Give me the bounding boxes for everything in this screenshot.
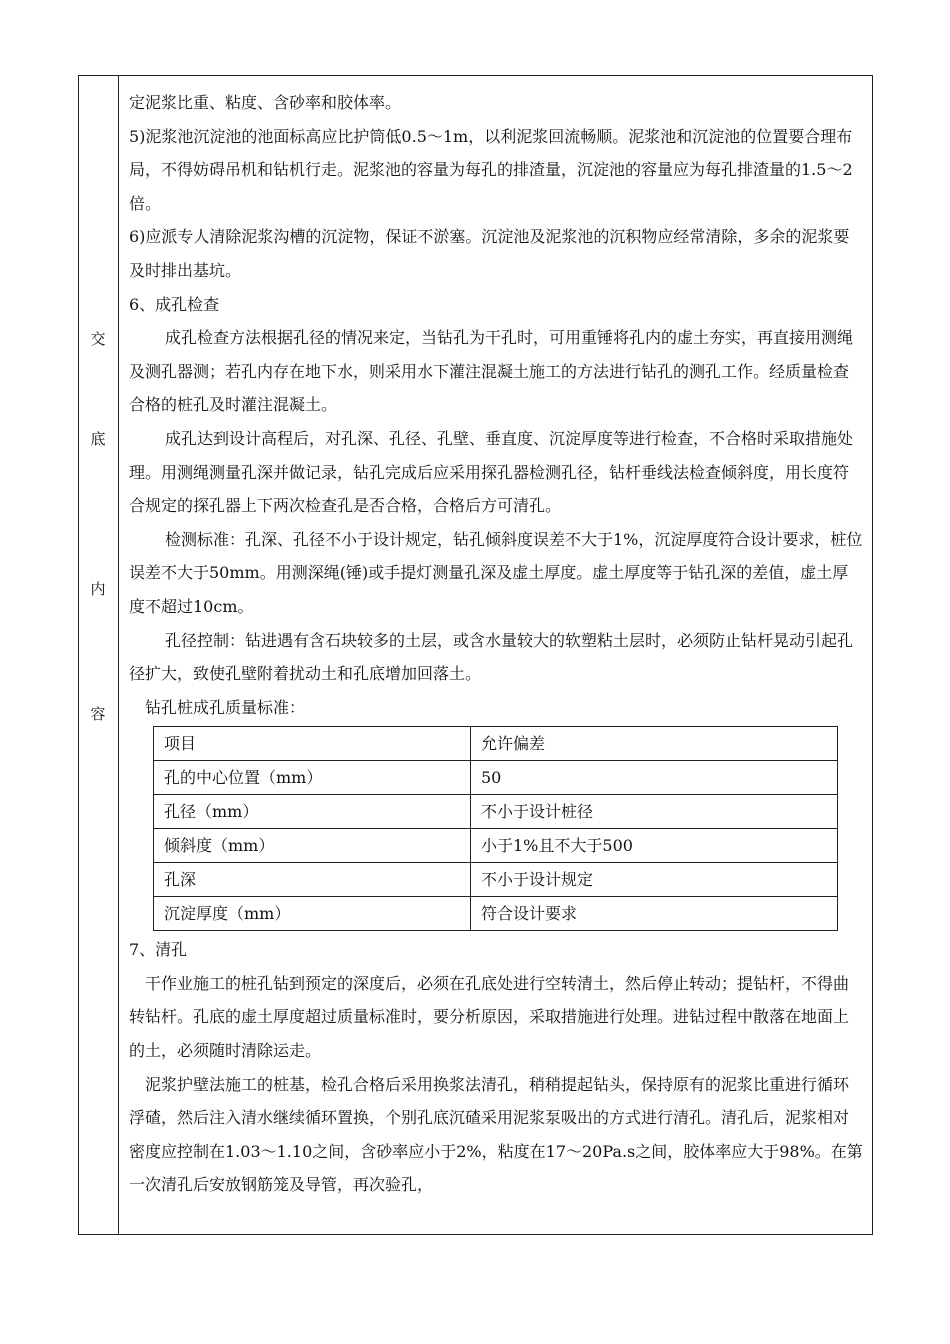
paragraph: 孔径控制：钻进遇有含石块较多的土层，或含水量较大的软塑粘土层时，必须防止钻杆晃动引起孔径扩大，致使孔壁附着扰动土和孔底增加回落土。 xyxy=(129,630,854,684)
table-cell: 孔深 xyxy=(154,863,471,897)
paragraph: 6)应派专人清除泥浆沟槽的沉淀物，保证不淤塞。沉淀池及泥浆池的沉积物应经常清除，多余的泥浆要及时排出基坑。 xyxy=(129,227,850,280)
side-label-char: 内 xyxy=(90,580,106,598)
table-row xyxy=(154,829,838,863)
table-row xyxy=(154,897,838,931)
table-header-cell: 允许偏差 xyxy=(471,727,838,761)
table-cell: 不小于设计桩径 xyxy=(471,795,838,829)
table-cell: 沉淀厚度（mm） xyxy=(154,897,471,931)
side-label-char: 底 xyxy=(90,430,106,448)
table-cell: 孔径（mm） xyxy=(154,795,471,829)
quality-standard-table xyxy=(153,726,838,931)
paragraph: 5)泥浆池沉淀池的池面标高应比护筒低0.5～1m，以利泥浆回流畅顺。泥浆池和沉淀池的位置要合理布局，不得妨碍吊机和钻机行走。泥浆池的容量为每孔的排渣量，沉淀池的容量应为每孔排渣量的1.5～2倍。 xyxy=(129,126,853,213)
content-area xyxy=(129,86,864,1202)
paragraph: 成孔检查方法根据孔径的情况来定，当钻孔为干孔时，可用重锤将孔内的虚土夯实，再直接用测绳及测孔器测；若孔内存在地下水，则采用水下灌注混凝土施工的方法进行钻孔的测孔工作。经质量检查合格的桩孔及时灌注混凝土。 xyxy=(129,328,854,415)
table-cell: 不小于设计规定 xyxy=(471,863,838,897)
document-frame xyxy=(78,75,873,1235)
paragraph: 检测标准：孔深、孔径不小于设计规定，钻孔倾斜度误差不大于1%，沉淀厚度符合设计要求，桩位误差不大于50mm。用测深绳(锤)或手提灯测量孔深及虚土厚度。虚土厚度等于钻孔深的差值，虚土厚度不超过10cm。 xyxy=(129,529,863,616)
paragraph: 干作业施工的桩孔钻到预定的深度后，必须在孔底处进行空转清土，然后停止转动；提钻杆，不得曲转钻杆。孔底的虚土厚度超过质量标准时，要分析原因，采取措施进行处理。进钻过程中散落在地面上的土，必须随时清除运走。 xyxy=(129,973,850,1061)
table-title: 钻孔桩成孔质量标准： xyxy=(145,697,306,717)
table-row xyxy=(154,761,838,795)
table-header-cell: 项目 xyxy=(154,727,471,761)
table-cell: 倾斜度（mm） xyxy=(154,829,471,863)
paragraph: 定泥浆比重、粘度、含砂率和胶体率。 xyxy=(129,93,402,112)
table-cell: 孔的中心位置（mm） xyxy=(154,761,471,795)
table-cell: 小于1%且不大于500 xyxy=(471,829,838,863)
section-heading: 6、成孔检查 xyxy=(129,294,220,314)
side-label-column xyxy=(79,76,119,1234)
section-heading: 7、清孔 xyxy=(129,940,188,960)
paragraph: 成孔达到设计高程后，对孔深、孔径、孔壁、垂直度、沉淀厚度等进行检查，不合格时采取措施处理。用测绳测量孔深并做记录，钻孔完成后应采用探孔器检测孔径，钻杆垂线法检查倾斜度，用长度符合规定的探孔器上下两次检查孔是否合格，合格后方可清孔。 xyxy=(129,428,854,516)
side-label-char: 交 xyxy=(90,330,106,348)
table-header-row xyxy=(154,727,838,761)
table-cell: 符合设计要求 xyxy=(471,897,838,931)
paragraph: 泥浆护壁法施工的桩基，检孔合格后采用换浆法清孔，稍稍提起钻头，保持原有的泥浆比重进行循环浮碴，然后注入清水继续循环置换，个别孔底沉碴采用泥浆泵吸出的方式进行清孔。清孔后，泥浆相对密度应控制在1.03～1.10之间，含砂率应小于2%，粘度在17～20Pa.s之间，胶体率应大于98%。在第一次清孔后安放钢筋笼及导管，再次验孔， xyxy=(129,1074,863,1195)
side-label-char: 容 xyxy=(90,705,106,723)
table-row xyxy=(154,863,838,897)
table-cell: 50 xyxy=(471,761,838,795)
table-row xyxy=(154,795,838,829)
